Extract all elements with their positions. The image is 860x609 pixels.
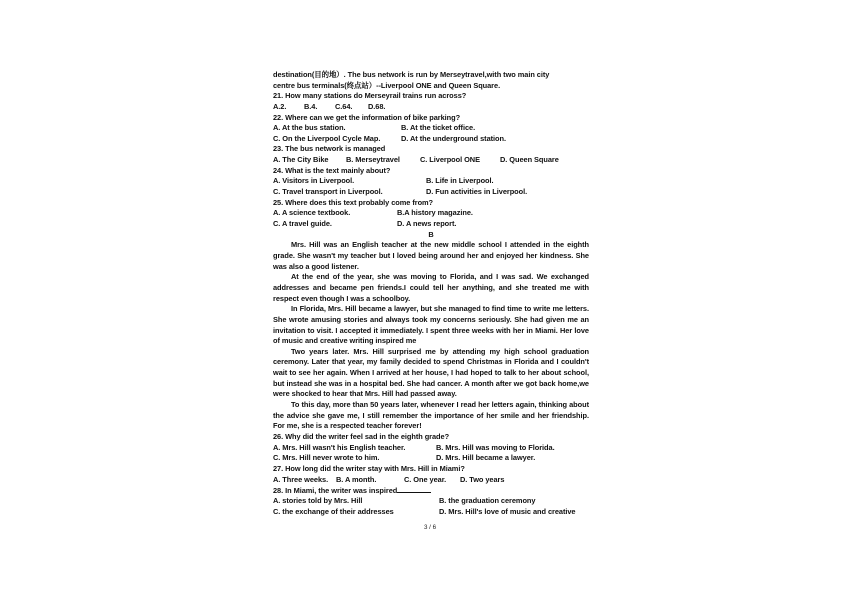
option-d: D. Fun activities in Liverpool. xyxy=(426,187,528,197)
option-c: C. One year. xyxy=(404,474,447,484)
option-c: C. Mrs. Hill never wrote to him. xyxy=(273,453,380,463)
option-c: C. On the Liverpool Cycle Map. xyxy=(273,133,381,143)
option-d: D.68. xyxy=(368,101,386,111)
option-b: B.4. xyxy=(304,101,318,111)
options-27 xyxy=(273,475,589,486)
option-a: A. stories told by Mrs. Hill xyxy=(273,495,363,505)
option-a: A. Three weeks. xyxy=(273,474,329,484)
option-c: C. Travel transport in Liverpool. xyxy=(273,187,383,197)
option-b: B. Merseytravel xyxy=(346,155,400,165)
options-28-ab xyxy=(273,496,589,507)
options-22-ab xyxy=(273,123,589,134)
options-24-cd xyxy=(273,187,589,198)
question-23: 23. The bus network is managed xyxy=(273,144,386,154)
options-26-ab xyxy=(273,443,589,454)
option-c: C. the exchange of their addresses xyxy=(273,506,394,516)
option-b: B. Life in Liverpool. xyxy=(426,176,494,186)
passage-paragraph-5: To this day, more than 50 years later, whenever I read her letters again, thinking about the advice she gave me, I still remember the importance of her smile and her friendship. For me, she is a respected teacher forever! xyxy=(273,400,589,431)
text-line: centre bus terminals(终点站）--Liverpool ONE and Queen Square. xyxy=(273,80,501,90)
option-d: D. Two years xyxy=(460,474,505,484)
option-b: B. the graduation ceremony xyxy=(439,495,536,505)
option-a: A. A science textbook. xyxy=(273,208,351,218)
option-a: A. Visitors in Liverpool. xyxy=(273,176,355,186)
options-26-cd xyxy=(273,453,589,464)
text-line: destination(目的地）. The bus network is run by Merseytravel,with two main city xyxy=(273,70,550,79)
question-26: 26. Why did the writer feel sad in the eighth grade? xyxy=(273,432,450,442)
option-b: B. Mrs. Hill was moving to Florida. xyxy=(436,442,555,452)
question-22: 22. Where can we get the information of bike parking? xyxy=(273,112,461,122)
option-a: A.2. xyxy=(273,101,287,111)
option-d: D. Mrs. Hill's love of music and creative xyxy=(439,506,576,516)
question-21: 21. How many stations do Merseyrail trains run across? xyxy=(273,91,467,101)
options-22-cd xyxy=(273,134,589,145)
passage-paragraph-2: At the end of the year, she was moving to Florida, and I was sad. We exchanged addresses and became pen friends.I could tell her anything, and she treated me with respect even though I was a schoolboy. xyxy=(273,272,589,303)
page-number: 3 / 6 xyxy=(423,524,437,531)
option-a: A. At the bus station. xyxy=(273,123,346,133)
option-c: C.64. xyxy=(335,101,353,111)
option-c: C. A travel guide. xyxy=(273,218,332,228)
option-d: D. Queen Square xyxy=(500,155,559,165)
options-24-ab xyxy=(273,176,589,187)
option-a: A. Mrs. Hill wasn't his English teacher. xyxy=(273,442,406,452)
option-d: D. A news report. xyxy=(397,218,457,228)
options-21 xyxy=(273,102,589,113)
options-25-cd xyxy=(273,219,589,230)
question-28-text: 28. In Miami, the writer was inspired xyxy=(273,486,398,496)
option-c: C. Liverpool ONE xyxy=(420,155,480,165)
passage-paragraph-3: In Florida, Mrs. Hill became a lawyer, but she managed to find time to write me letters. She wrote amusing stories and always took my concerns seriously. She had given me an invitation to visit. I accepted it immediately. I spent three weeks with her in Miami. Her love of music and creative writing inspired me xyxy=(273,304,589,346)
options-28-cd xyxy=(273,507,589,518)
section-heading-b: B xyxy=(428,229,434,239)
options-25-ab xyxy=(273,208,589,219)
option-b: B. At the ticket office. xyxy=(401,123,476,133)
question-27: 27. How long did the writer stay with Mrs. Hill in Miami? xyxy=(273,463,465,473)
option-b: B. A month. xyxy=(336,474,377,484)
question-25: 25. Where does this text probably come from? xyxy=(273,197,434,207)
option-a: A. The City Bike xyxy=(273,155,329,165)
options-23 xyxy=(273,155,589,166)
option-d: D. At the underground station. xyxy=(401,133,506,143)
exam-text xyxy=(273,70,589,517)
question-24: 24. What is the text mainly about? xyxy=(273,165,391,175)
option-b: B.A history magazine. xyxy=(397,208,473,218)
option-d: D. Mrs. Hill became a lawyer. xyxy=(436,453,536,463)
question-28 xyxy=(273,485,589,496)
passage-paragraph-4: Two years later. Mrs. Hill surprised me by attending my high school graduation ceremony. Later that year, my family decided to spend Christmas in Florida and I couldn't wait to see her again. When I arrived at her house, I had hoped to talk to her about school, but instead she was in a hospital bed. She had cancer. A month after we got back home,we were shocked to hear that Mrs. Hill had passed away. xyxy=(273,346,589,399)
answer-blank xyxy=(397,485,431,493)
passage-paragraph-1: Mrs. Hill was an English teacher at the new middle school I attended in the eighth grade. She wasn't my teacher but I loved being around her and enjoyed her kindness. She was also a good listener. xyxy=(273,240,589,271)
